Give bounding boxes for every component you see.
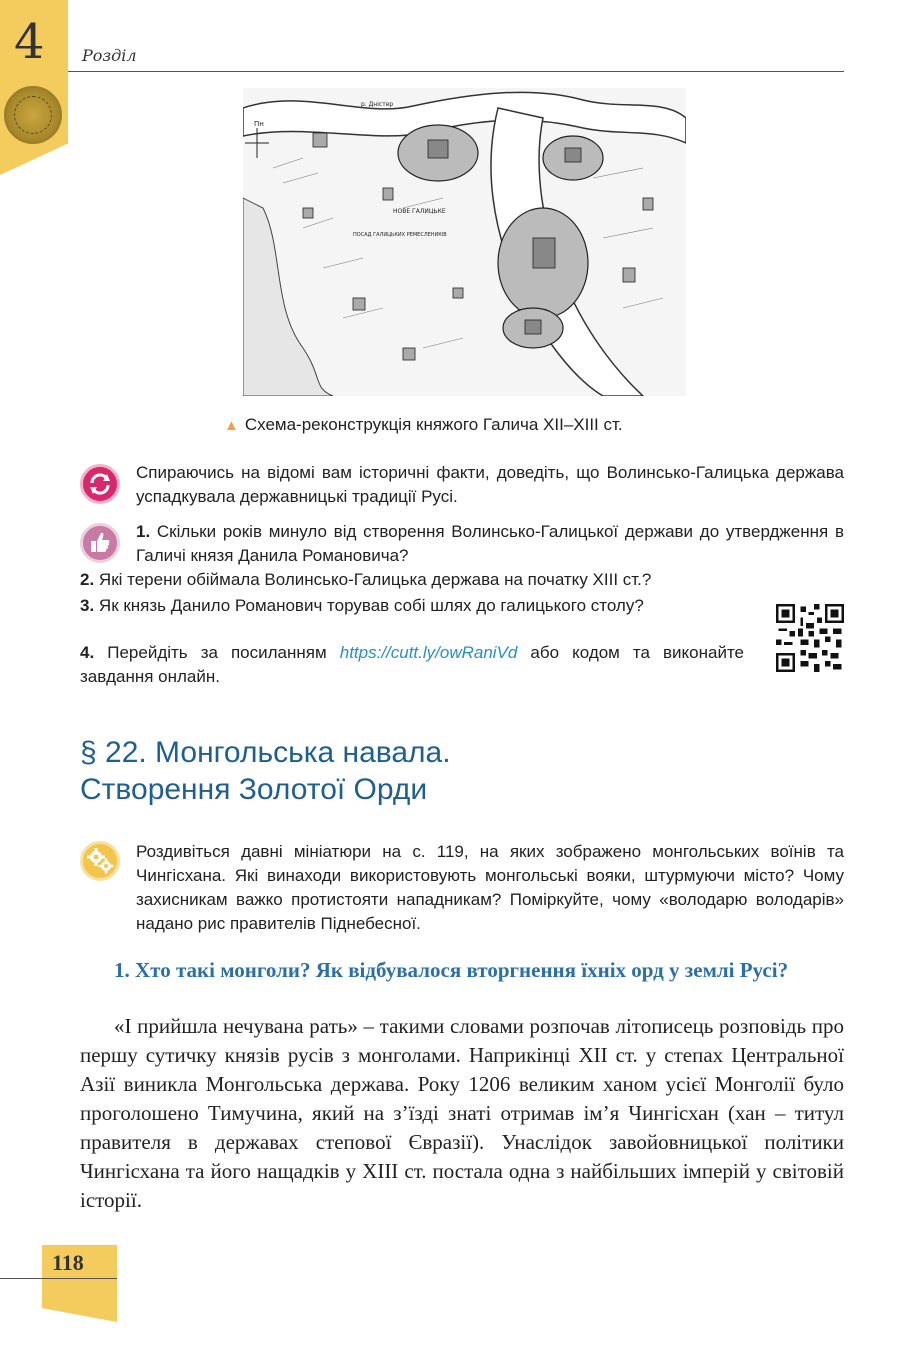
seal-emblem-icon bbox=[4, 86, 62, 144]
figure-caption: ▲ Схема-реконструкція княжого Галича XII–XIII ст. bbox=[224, 415, 623, 434]
map-label-new: НОВЕ ГАЛИЦЬКЕ bbox=[393, 208, 446, 215]
repeat-arrows-icon bbox=[80, 464, 120, 504]
qr-code-icon[interactable] bbox=[776, 604, 844, 672]
section-label: Розділ bbox=[82, 46, 137, 65]
question-4: 4. Перейдіть за посиланням https://cutt.ly/owRaniVd або кодом та виконайте завдання онлайн. bbox=[80, 643, 744, 686]
map-label-river: р. Дністер bbox=[361, 101, 394, 108]
repeat-task-text: Спираючись на відомі вам історичні факти, доведіть, що Волинсько-Галицька держава успадкувала державницькі традиції Русі. bbox=[136, 463, 844, 506]
header-divider bbox=[68, 71, 844, 72]
triangle-icon: ▲ bbox=[224, 417, 239, 434]
subsection-title: 1. Хто такі монголи? Як відбувалося вторгнення їхніх орд у землі Русі? bbox=[114, 958, 789, 982]
gears-icon bbox=[80, 841, 120, 881]
task-link[interactable]: https://cutt.ly/owRaniVd bbox=[339, 643, 518, 662]
svg-text:Пн: Пн bbox=[254, 120, 264, 128]
thumbs-up-icon bbox=[80, 523, 120, 563]
map-label-posad: ПОСАД ГАЛИЦЬКИХ РЕМЕСЛЕНИКІВ bbox=[353, 232, 447, 238]
galych-map-figure bbox=[243, 88, 686, 396]
page-number: 118 bbox=[52, 1250, 84, 1275]
section-heading: § 22. Монгольська навала. Створення Золотої Орди bbox=[80, 736, 451, 806]
question-2: 2. Які терени обіймала Волинсько-Галицька держава на початку XIII ст.? bbox=[80, 570, 652, 589]
think-task-text: Роздивіться давні мініатюри на с. 119, на яких зображено монгольських воїнів та Чингісхана. Які винаходи використовують монгольські вояки, штурмуючи місто? Чому захисникам важко протистояти нападникам? Поміркуйте, чому «володарю володарів» надано рис правителів Піднебесної. bbox=[136, 842, 844, 933]
question-1: 1. Скільки років минуло від створення Волинсько-Галицької держави до утвердження в Галичі князя Данила Романовича? bbox=[136, 522, 844, 565]
question-3: 3. Як князь Данило Романович торував собі шлях до галицького столу? bbox=[80, 596, 644, 615]
chapter-number: 4 bbox=[14, 14, 45, 70]
body-paragraph: «І прийшла нечувана рать» – такими словами розпочав літописець розповідь про першу сутичку князів русів з монголами. Наприкінці XII ст. у степах Центральної Азії виникла Монгольська держава. Року 1206 великим ханом усієї Монголії було проголошено Тимучина, який на з’їзді знаті отримав ім’я Чингісхан (хан – титул правителя в державах степової Євразії). Унаслідок завойовницької політики Чингісхана та його нащадків у XIII ст. постала одна з найбільших імперій у світовій історії. bbox=[80, 1014, 844, 1212]
footer-divider bbox=[0, 1278, 117, 1279]
